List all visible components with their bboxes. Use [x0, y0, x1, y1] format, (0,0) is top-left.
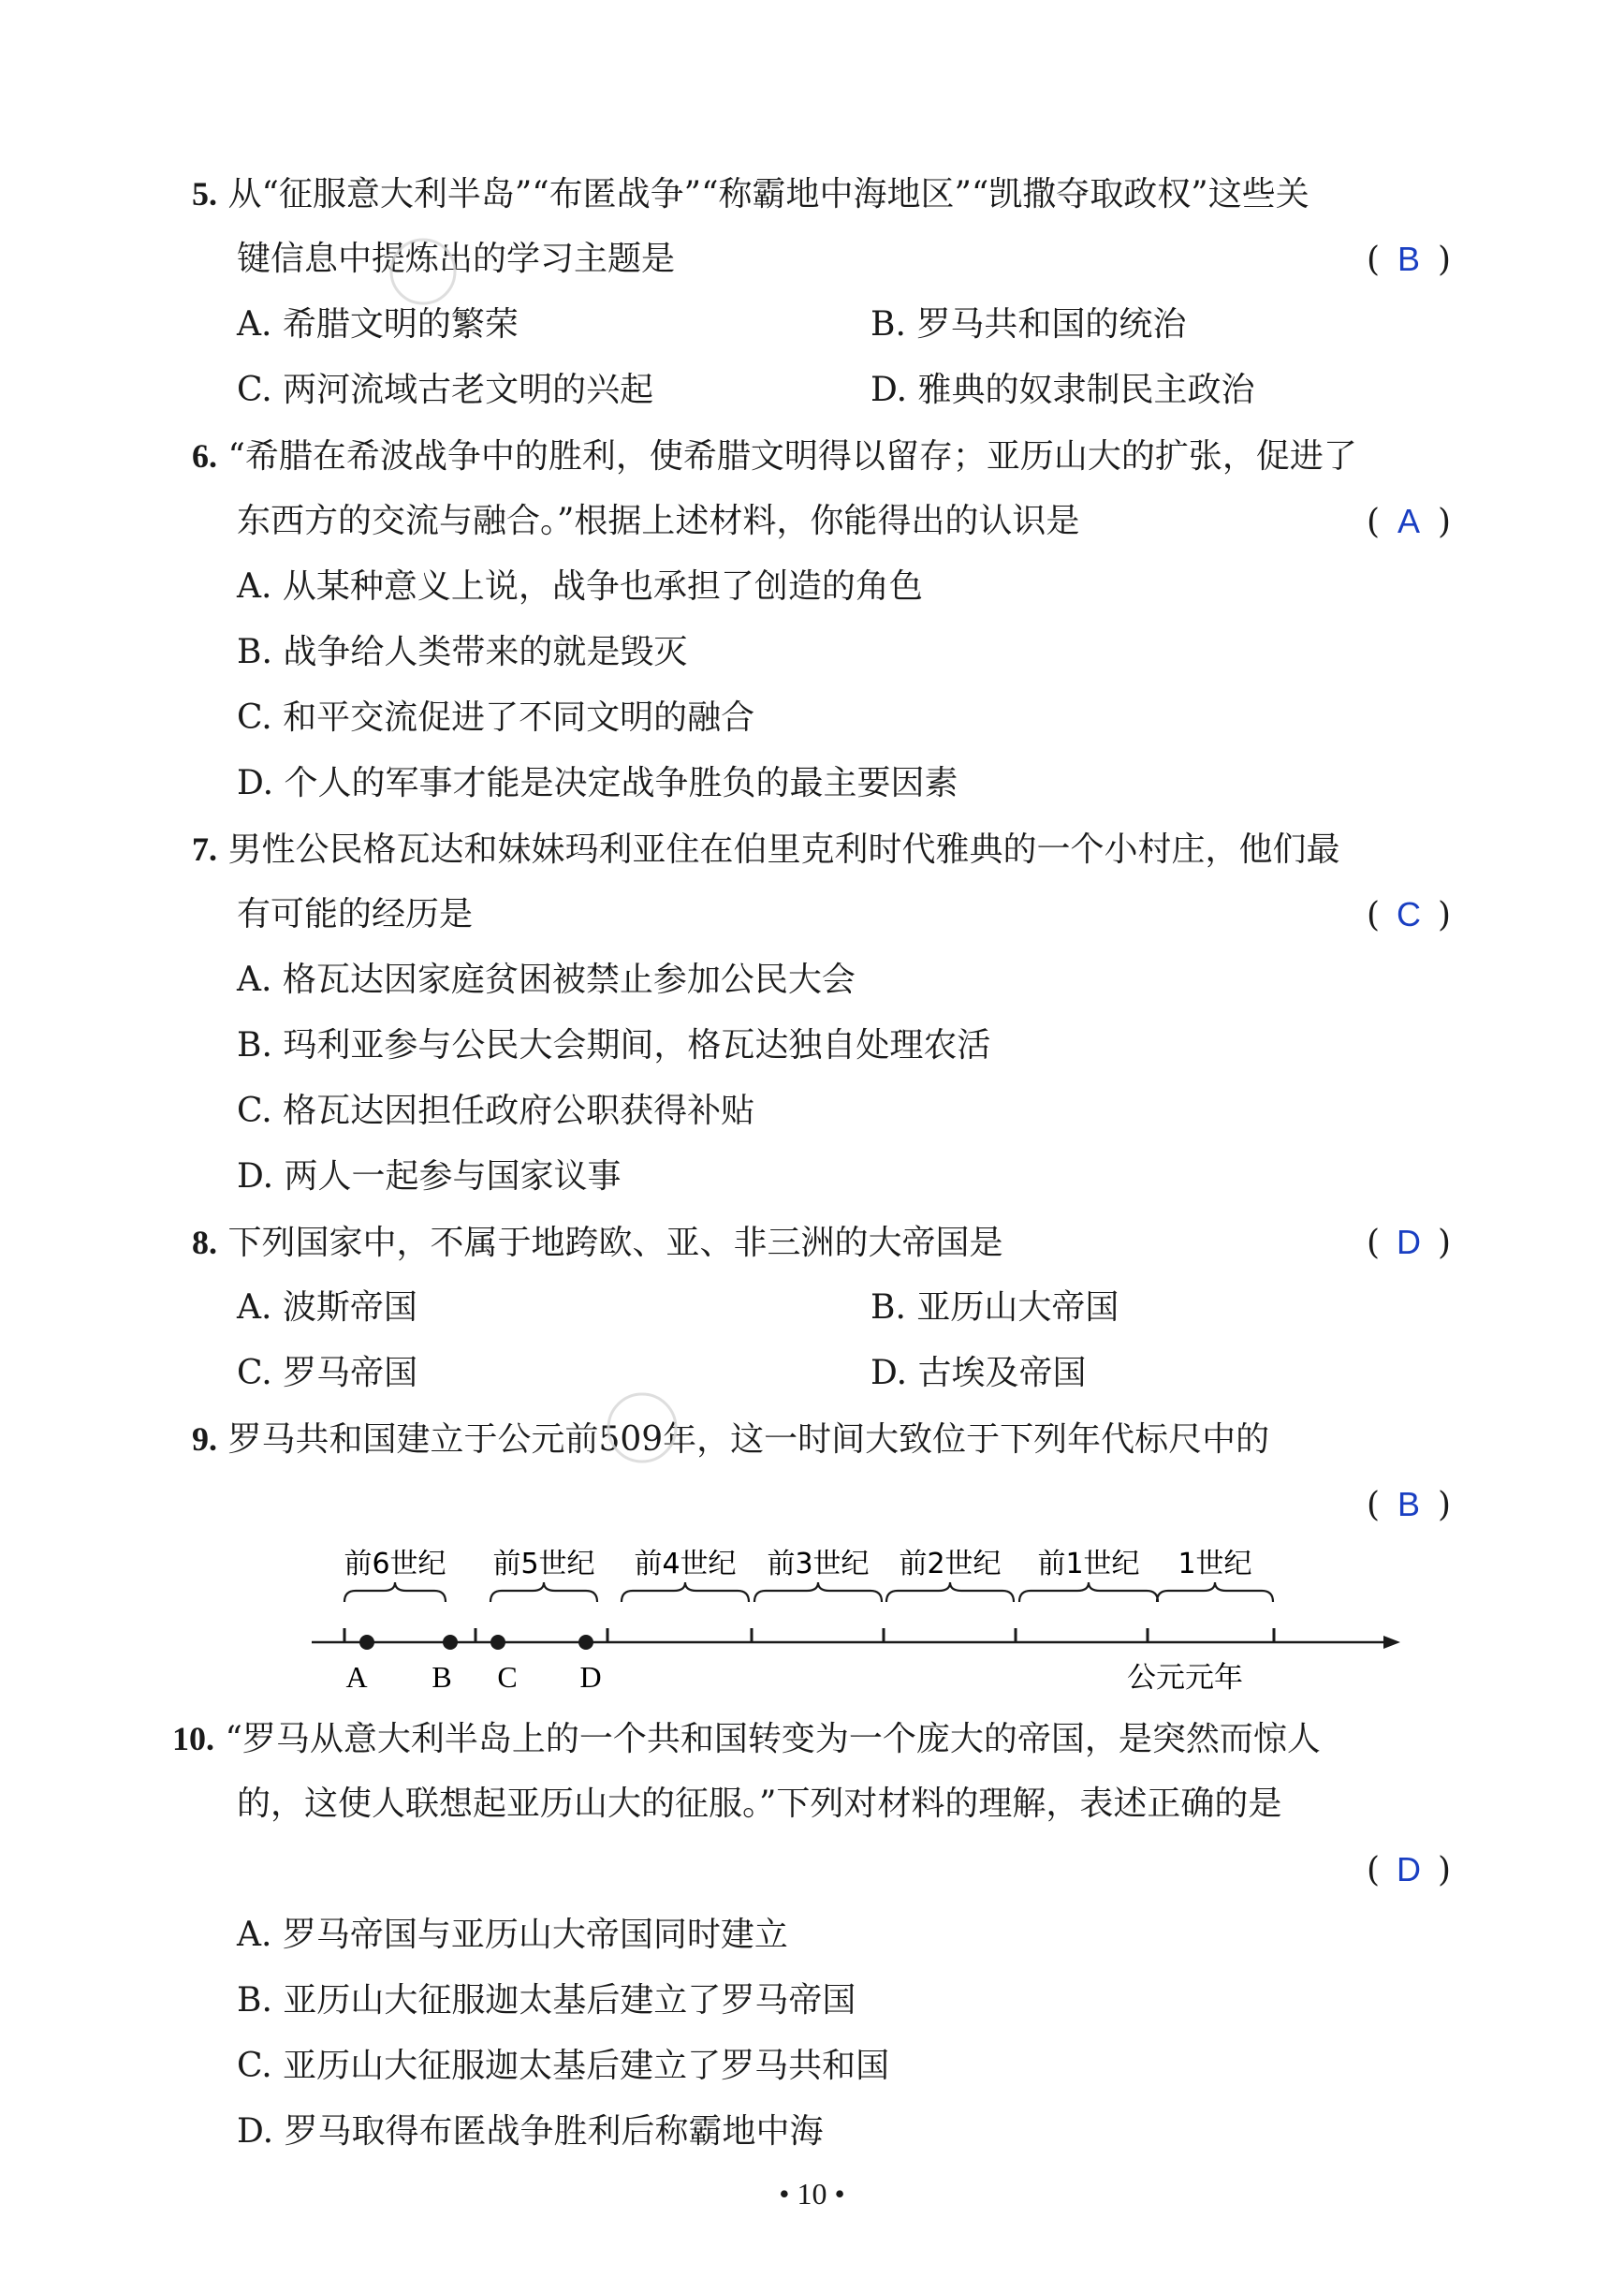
- question-5-line1: [192, 170, 1309, 218]
- question-7-option-a: A. 格瓦达因家庭贫困被禁止参加公民大会: [237, 961, 856, 999]
- question-5-option-b: B. 罗马共和国的统治: [871, 305, 1187, 344]
- question-8-option-b: B. 亚历山大帝国: [871, 1288, 1119, 1327]
- question-7-option-d: D. 两人一起参与国家议事: [237, 1157, 622, 1196]
- century-label-6: 前1世纪: [1037, 1548, 1140, 1580]
- question-6-option-c: C. 和平交流促进了不同文明的融合: [237, 698, 755, 737]
- question-7-answer-box: ( C ): [1367, 891, 1479, 939]
- question-8-answer-box: ( D ): [1367, 1219, 1479, 1267]
- question-6-option-a: A. 从某种意义上说，战争也承担了创造的角色: [237, 567, 923, 606]
- question-5-line2: 键信息中提炼出的学习主题是: [237, 240, 676, 278]
- question-8-text-1: 下列国家中，不属于地跨欧、亚、非三洲的大帝国是: [227, 1224, 1003, 1262]
- point-b: [443, 1635, 458, 1650]
- question-8-line1: [192, 1219, 1002, 1267]
- point-c: [490, 1635, 505, 1650]
- question-6-answer: A: [1397, 502, 1421, 540]
- timeline-figure: [0, 1540, 1624, 1699]
- brace-1: [344, 1582, 446, 1602]
- point-label-c: C: [497, 1660, 518, 1694]
- century-label-2: 前5世纪: [492, 1548, 595, 1580]
- century-label-7: 1世纪: [1178, 1548, 1252, 1580]
- question-7-option-b: B. 玛利亚参与公民大会期间，格瓦达独自处理农活: [237, 1026, 991, 1065]
- question-10-option-c: C. 亚历山大征服迦太基后建立了罗马共和国: [237, 2047, 890, 2085]
- question-7-line1: [192, 826, 1339, 874]
- timeline-arrow: [1383, 1636, 1400, 1649]
- question-10-option-a: A. 罗马帝国与亚历山大帝国同时建立: [237, 1916, 788, 1954]
- question-5-answer-box: ( B ): [1367, 236, 1479, 284]
- question-10-answer: D: [1397, 1850, 1422, 1888]
- question-7-option-c: C. 格瓦达因担任政府公职获得补贴: [237, 1092, 755, 1130]
- question-9-text-1: 罗马共和国建立于公元前509年，这一时间大致位于下列年代标尺中的: [227, 1420, 1270, 1459]
- timeline-ticks: [344, 1628, 1274, 1643]
- question-10-option-b: B. 亚历山大征服迦太基后建立了罗马帝国: [237, 1981, 856, 2020]
- brace-7: [1157, 1582, 1273, 1602]
- question-6-answer-box: ( A ): [1367, 498, 1479, 546]
- question-7-line2: 有可能的经历是: [237, 895, 474, 933]
- brace-3: [622, 1582, 749, 1602]
- question-8-answer: D: [1397, 1223, 1422, 1261]
- point-label-b: B: [432, 1660, 452, 1694]
- question-10-number: 10.: [172, 1720, 214, 1757]
- question-5-number: 5.: [192, 175, 217, 213]
- question-6-line2: 东西方的交流与融合。”根据上述材料，你能得出的认识是: [237, 502, 1080, 540]
- brace-2: [490, 1582, 597, 1602]
- question-7-number: 7.: [192, 830, 217, 868]
- point-d: [578, 1635, 593, 1650]
- brace-5: [886, 1582, 1014, 1602]
- century-braces: [344, 1582, 1273, 1602]
- question-5-option-a: A. 希腊文明的繁荣: [237, 305, 519, 344]
- century-label-4: 前3世纪: [767, 1548, 870, 1580]
- question-8-option-a: A. 波斯帝国: [237, 1288, 417, 1327]
- question-5-text-1: 从“征服意大利半岛”“布匿战争”“称霸地中海地区”“凯撒夺取政权”这些关: [227, 175, 1309, 213]
- century-label-1: 前6世纪: [344, 1548, 446, 1580]
- question-7-text-1: 男性公民格瓦达和妹妹玛利亚住在伯里克利时代雅典的一个小村庄，他们最: [227, 830, 1340, 869]
- question-9-number: 9.: [192, 1420, 217, 1458]
- brace-4: [754, 1582, 882, 1602]
- question-8-option-c: C. 罗马帝国: [237, 1354, 418, 1392]
- question-8-number: 8.: [192, 1224, 217, 1261]
- question-9-answer-box: ( B ): [1367, 1481, 1479, 1529]
- question-9-answer: B: [1397, 1485, 1421, 1523]
- point-label-d: D: [579, 1660, 602, 1694]
- question-10-option-d: D. 罗马取得布匿战争胜利后称霸地中海: [237, 2112, 824, 2151]
- question-6-text-1: “希腊在希波战争中的胜利，使希腊文明得以留存；亚历山大的扩张，促进了: [227, 437, 1357, 476]
- point-a: [359, 1635, 374, 1650]
- question-10-answer-box: ( D ): [1367, 1846, 1479, 1894]
- question-6-option-b: B. 战争给人类带来的就是毁灭: [237, 633, 688, 671]
- page-number: • 10 •: [779, 2177, 845, 2211]
- question-9-line1: [192, 1416, 1269, 1463]
- point-label-a: A: [345, 1660, 368, 1694]
- question-5-answer: B: [1397, 240, 1421, 278]
- century-label-5: 前2世纪: [899, 1548, 1002, 1580]
- question-8-option-d: D. 古埃及帝国: [871, 1354, 1087, 1392]
- timeline-end-label: 公元元年: [1127, 1661, 1243, 1695]
- question-6-number: 6.: [192, 437, 217, 475]
- brace-6: [1019, 1582, 1158, 1602]
- question-5-option-d: D. 雅典的奴隶制民主政治: [871, 371, 1255, 409]
- question-6-option-d: D. 个人的军事才能是决定战争胜负的最主要因素: [237, 764, 958, 802]
- question-7-answer: C: [1397, 895, 1422, 933]
- question-10-text-1: “罗马从意大利半岛上的一个共和国转变为一个庞大的帝国，是突然而惊人: [225, 1720, 1321, 1758]
- question-10-line1: [172, 1715, 1321, 1763]
- century-label-3: 前4世纪: [634, 1548, 737, 1580]
- question-10-line2: 的，这使人联想起亚历山大的征服。”下列对材料的理解，表述正确的是: [237, 1785, 1282, 1823]
- question-5-option-c: C. 两河流域古老文明的兴起: [237, 371, 654, 409]
- question-6-line1: [192, 433, 1357, 480]
